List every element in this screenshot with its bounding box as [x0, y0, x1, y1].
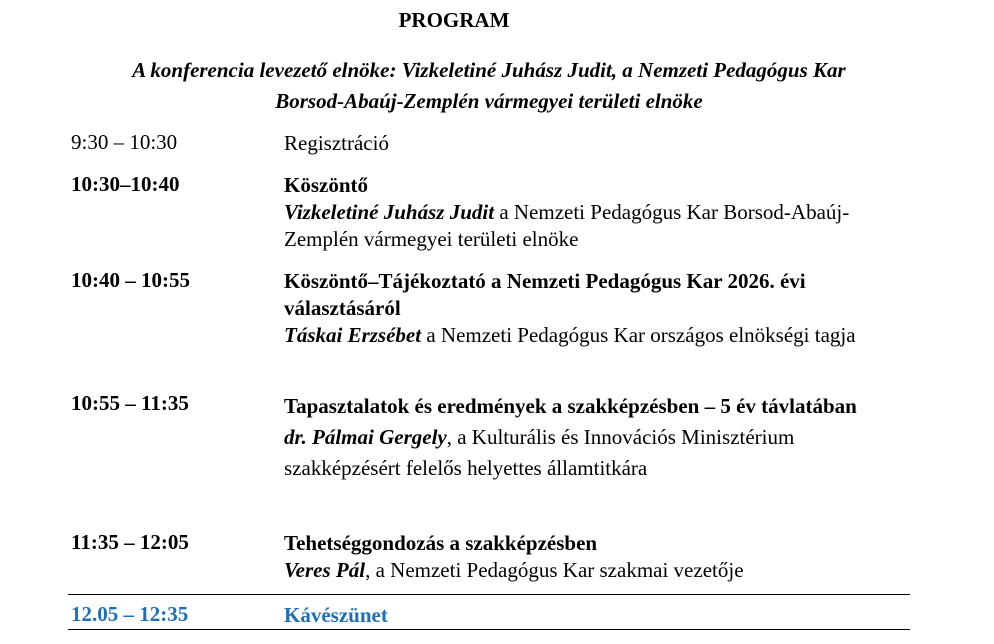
program-speaker-line	[284, 199, 894, 253]
program-speaker-line	[284, 422, 894, 484]
speaker-name: Veres Pál	[284, 558, 366, 582]
program-title-text: Köszöntő–Tájékoztató a Nemzeti Pedagógus Kar 2026. évi választásáról	[284, 269, 806, 320]
chair-line-1: A konferencia levezető elnöke: Vizkeletiné Juhász Judit, a Nemzeti Pedagógus Kar	[132, 58, 846, 82]
program-title-text: Kávészünet	[284, 603, 388, 627]
speaker-role: a Nemzeti Pedagógus Kar Borsod-Abaúj-Zemplén vármegyei területi elnöke	[284, 200, 850, 251]
program-title: PROGRAM	[398, 8, 510, 32]
program-time: 10:40 – 10:55	[71, 268, 190, 292]
program-description	[284, 268, 894, 349]
program-title-text: Tapasztalatok és eredmények a szakképzésben – 5 év távlatában	[284, 394, 857, 418]
program-time: 10:55 – 11:35	[71, 391, 189, 415]
conference-chair	[0, 55, 978, 117]
program-description	[284, 530, 894, 584]
speaker-role: , a Kulturális és Innovációs Minisztérium szakképzésért felelős helyettes államtitkára	[284, 425, 795, 480]
program-title-text: Regisztráció	[284, 131, 389, 155]
program-title-text: Tehetséggondozás a szakképzésben	[284, 531, 598, 555]
program-speaker-line	[284, 322, 894, 349]
program-time: 9:30 – 10:30	[71, 130, 178, 154]
program-speaker-line	[284, 557, 894, 584]
program-description	[284, 391, 894, 484]
divider-bottom	[68, 629, 910, 630]
program-time: 12.05 – 12:35	[71, 602, 189, 626]
speaker-name: dr. Pálmai Gergely	[284, 425, 447, 449]
program-description	[284, 172, 894, 253]
program-title-text: Köszöntő	[284, 173, 368, 197]
speaker-name: Táskai Erzsébet	[284, 323, 422, 347]
program-time: 11:35 – 12:05	[71, 530, 189, 554]
divider-top	[68, 594, 910, 595]
chair-line-2: Borsod-Abaúj-Zemplén vármegyei területi elnöke	[275, 89, 703, 113]
program-time: 10:30–10:40	[71, 172, 180, 196]
speaker-role: , a Nemzeti Pedagógus Kar szakmai vezetője	[365, 558, 744, 582]
speaker-role: a Nemzeti Pedagógus Kar országos elnökségi tagja	[421, 323, 856, 347]
speaker-name: Vizkeletiné Juhász Judit	[284, 200, 495, 224]
